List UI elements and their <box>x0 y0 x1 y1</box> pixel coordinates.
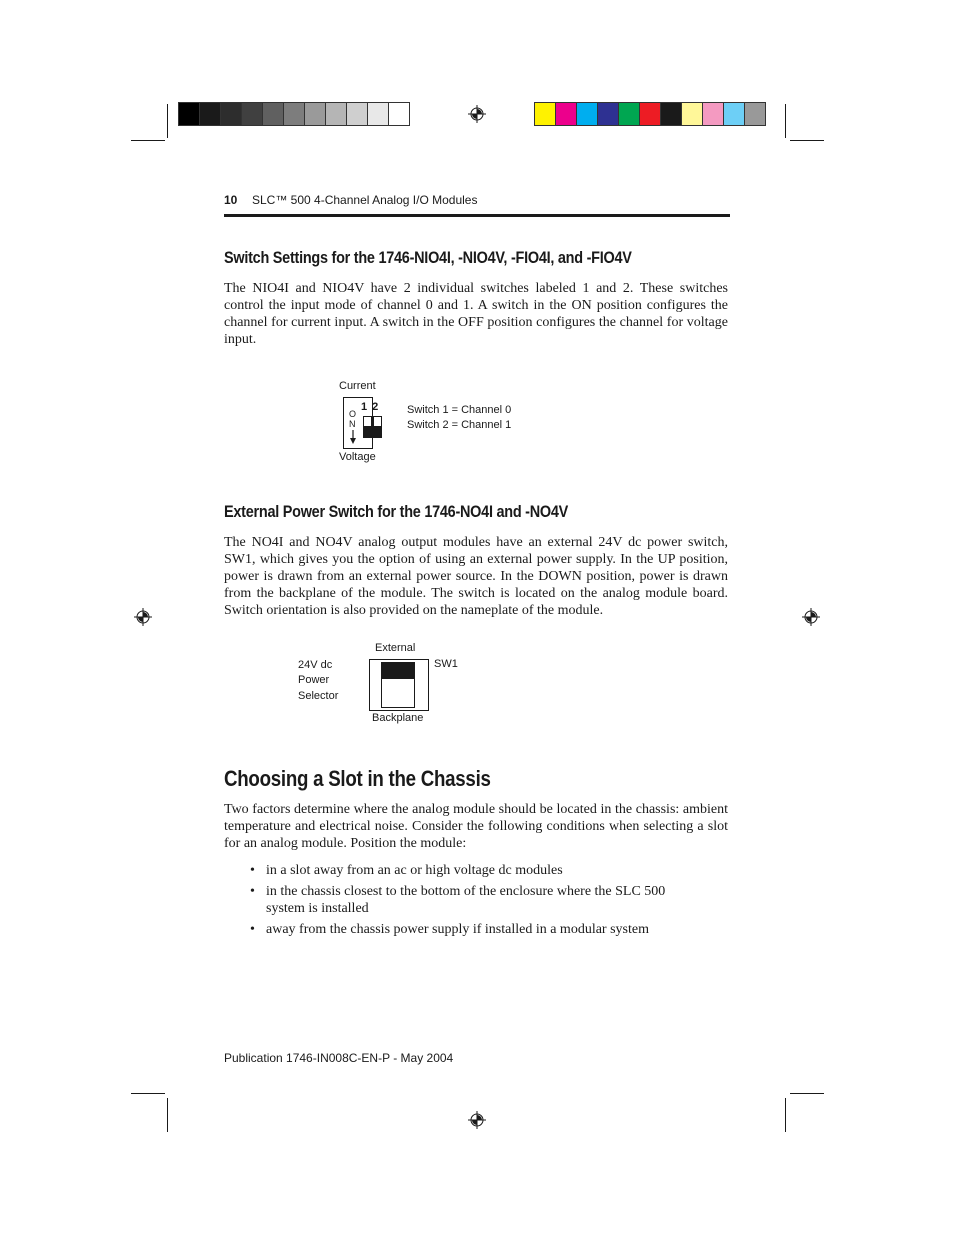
gray-swatch <box>347 103 368 125</box>
crop-mark <box>131 1093 165 1094</box>
registration-mark-icon <box>468 1111 486 1129</box>
publication-footer: Publication 1746-IN008C-EN-P - May 2004 <box>224 1051 454 1065</box>
gray-swatch <box>221 103 242 125</box>
color-swatch <box>661 103 682 125</box>
color-swatch <box>577 103 598 125</box>
gray-swatch <box>389 103 409 125</box>
page-number: 10 <box>224 193 238 207</box>
arrow-down-icon <box>350 430 356 444</box>
crop-mark <box>167 104 168 138</box>
gray-swatch <box>242 103 263 125</box>
crop-mark <box>785 104 786 138</box>
bullet-list <box>248 862 706 942</box>
switch-note-2: Switch 2 = Channel 1 <box>407 419 512 431</box>
color-swatch <box>703 103 724 125</box>
gray-swatch <box>368 103 389 125</box>
figure-label-current: Current <box>339 380 376 392</box>
switch-numbers: 1 2 <box>361 401 380 413</box>
gray-swatch <box>326 103 347 125</box>
color-swatch <box>745 103 765 125</box>
switch-note-1: Switch 1 = Channel 0 <box>407 404 512 416</box>
paragraph: The NO4I and NO4V analog output modules have an external 24V dc power switch, SW1, which gives you the option of using an external power supply. In the UP position, power is drawn from an external power source. In the DOWN position, power is drawn from the backplane of the module. The switch is located on the analog module board. Switch orientation is also provided on the nameplate of the module. <box>224 535 728 618</box>
crop-mark <box>790 1093 824 1094</box>
gray-swatch <box>200 103 221 125</box>
registration-mark-icon <box>134 608 152 626</box>
header-rule <box>224 214 730 217</box>
crop-mark <box>167 1098 168 1132</box>
crop-mark <box>131 140 165 141</box>
dip-switch-figure <box>343 397 380 449</box>
on-label-o: O <box>349 409 357 419</box>
switch-name-label: SW1 <box>434 658 458 670</box>
gray-swatch <box>305 103 326 125</box>
paragraph: The NIO4I and NIO4V have 2 individual switches labeled 1 and 2. These switches control the input mode of channel 0 and 1. A switch in the ON position configures the channel for current input. A switch in the OFF position configures the channel for voltage input. <box>224 281 728 347</box>
switch-actuator <box>382 663 414 679</box>
selector-label-line2: Power <box>298 674 330 686</box>
grayscale-bar <box>178 102 410 126</box>
color-swatch <box>556 103 577 125</box>
section-heading: Switch Settings for the 1746-NIO4I, -NIO4V, -FIO4I, and -FIO4V <box>224 248 632 267</box>
color-swatch <box>682 103 703 125</box>
color-swatch <box>724 103 745 125</box>
color-swatch <box>619 103 640 125</box>
gray-swatch <box>179 103 200 125</box>
section-heading: External Power Switch for the 1746-NO4I and -NO4V <box>224 502 569 521</box>
color-swatch <box>640 103 661 125</box>
list-item: • away from the chassis power supply if installed in a modular system <box>248 921 706 938</box>
crop-mark <box>790 140 824 141</box>
color-bar <box>534 102 766 126</box>
list-item: • in a slot away from an ac or high voltage dc modules <box>248 862 706 879</box>
registration-mark-icon <box>468 105 486 123</box>
selector-label-line3: Selector <box>298 690 339 702</box>
paragraph: Two factors determine where the analog module should be located in the chassis: ambient temperature and electrical noise. Consider the following conditions when selecting a slot for an analog module. Position the module: <box>224 802 728 851</box>
chapter-heading: Choosing a Slot in the Chassis <box>224 766 491 791</box>
gray-swatch <box>263 103 284 125</box>
figure-label-external: External <box>375 642 416 654</box>
on-label-n: N <box>349 419 356 429</box>
running-header: SLC™ 500 4-Channel Analog I/O Modules <box>252 193 478 207</box>
gray-swatch <box>284 103 305 125</box>
registration-mark-icon <box>802 608 820 626</box>
dip-switch-2 <box>373 416 382 438</box>
crop-mark <box>785 1098 786 1132</box>
color-swatch <box>598 103 619 125</box>
selector-label-line1: 24V dc <box>298 659 333 671</box>
power-selector-switch <box>369 659 429 711</box>
color-swatch <box>535 103 556 125</box>
list-item: • in the chassis closest to the bottom of the enclosure where the SLC 500 system is installed <box>248 883 706 917</box>
switch-slot <box>381 662 415 708</box>
dip-switch-1 <box>363 416 372 438</box>
figure-label-voltage: Voltage <box>339 451 376 463</box>
figure-label-backplane: Backplane <box>372 712 424 724</box>
